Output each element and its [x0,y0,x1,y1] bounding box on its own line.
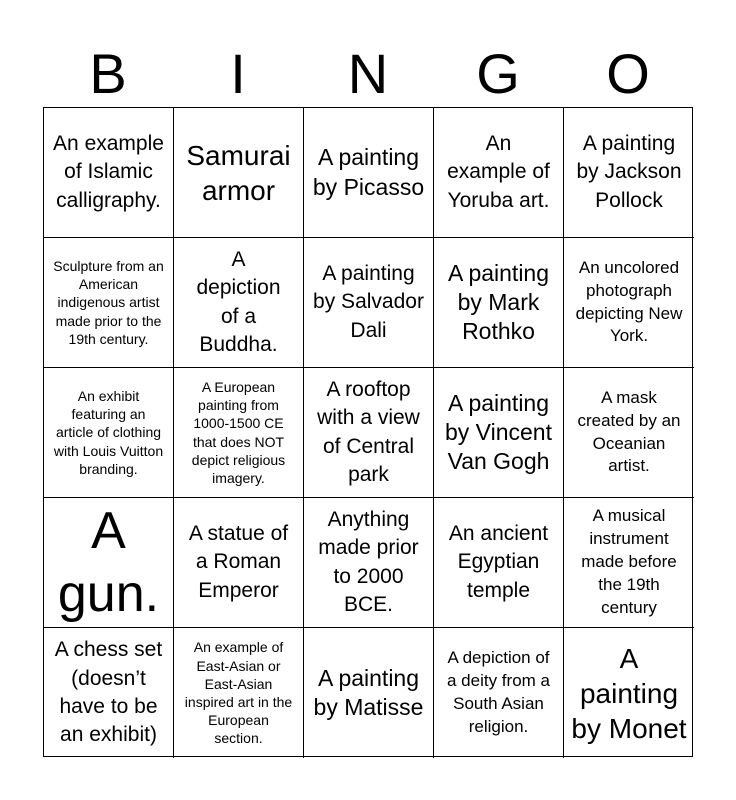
bingo-header [43,40,693,108]
header-letter-g: G [476,42,520,105]
header-letter-o: O [606,42,650,105]
bingo-cell-r4-c5[interactable] [564,498,694,628]
cell-text: A painting by Mark Rothko [447,259,550,345]
cell-text: An example of Yoruba art. [447,131,550,212]
cell-text: Anything made prior to 2000 BCE. [318,507,419,616]
cell-text: A painting by Vincent Van Gogh [445,389,552,475]
cell-text: A chess set (doesn’t have to be an exhibit) [54,638,163,747]
bingo-cell-r1-c3[interactable] [304,108,434,238]
bingo-cell-r1-c2[interactable] [174,108,304,238]
cell-text: An exhibit featuring an article of clothing with Louis Vuitton branding. [53,388,164,477]
cell-text: A gun. [57,502,160,623]
cell-text: A musical instrument made before the 19th century [581,506,677,617]
cell-text: An example of East-Asian or East-Asian inspired art in the European section. [184,639,293,747]
bingo-cell-r4-c1[interactable] [44,498,174,628]
bingo-cell-r3-c1[interactable] [44,368,174,498]
bingo-cell-r4-c2[interactable] [174,498,304,628]
cell-text: An ancient Egyptian temple [448,521,549,602]
cell-text: A painting by Matisse [313,664,424,720]
cell-text: An example of Islamic calligraphy. [53,131,164,212]
bingo-cell-r1-c5[interactable] [564,108,694,238]
bingo-cell-r3-c4[interactable] [434,368,564,498]
cell-text: A European painting from 1000-1500 CE that does NOT depict religious imagery. [191,378,286,486]
cell-text: A rooftop with a view of Central park [317,377,420,486]
cell-text: A painting by Salvador Dali [313,261,424,342]
cell-text: A painting by Jackson Pollock [576,131,682,212]
bingo-cell-r2-c3[interactable] [304,238,434,368]
bingo-cell-r5-c2[interactable] [174,628,304,758]
cell-text: A mask created by an Oceanian artist. [577,387,681,476]
bingo-cell-r4-c3[interactable] [304,498,434,628]
bingo-cell-r2-c5[interactable] [564,238,694,368]
bingo-cell-r3-c3[interactable] [304,368,434,498]
bingo-cell-r2-c2[interactable] [174,238,304,368]
cell-text: A painting by Monet [571,642,687,744]
cell-text: A statue of a Roman Emperor [188,521,289,602]
bingo-cell-r5-c4[interactable] [434,628,564,758]
bingo-cell-r5-c3[interactable] [304,628,434,758]
cell-text: A depiction of a deity from a South Asian religion. [447,648,550,736]
bingo-cell-r1-c1[interactable] [44,108,174,238]
bingo-cell-r3-c2[interactable] [174,368,304,498]
bingo-cell-r5-c1[interactable] [44,628,174,758]
bingo-cell-r5-c5[interactable] [564,628,694,758]
bingo-board [43,107,693,757]
header-letter-i: I [230,42,246,105]
header-letter-n: N [347,42,389,105]
bingo-cell-r2-c4[interactable] [434,238,564,368]
bingo-cell-r3-c5[interactable] [564,368,694,498]
bingo-cell-r1-c4[interactable] [434,108,564,238]
cell-text: An uncolored photograph depicting New York. [575,257,683,346]
header-letter-b: B [89,42,127,105]
bingo-cell-r4-c4[interactable] [434,498,564,628]
cell-text: A painting by Picasso [312,144,425,200]
cell-text: Samurai armor [186,139,291,206]
cell-text: A depiction of a Buddha. [196,247,281,356]
bingo-cell-r2-c1[interactable] [44,238,174,368]
cell-text: Sculpture from an American indigenous artist made prior to the 19th century. [53,258,164,347]
